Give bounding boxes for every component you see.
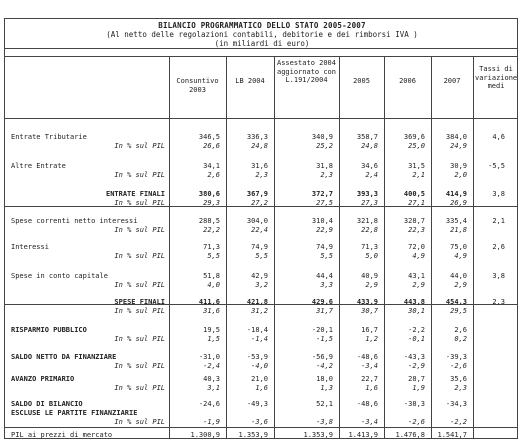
rate-cell: 3,8 <box>492 272 505 280</box>
pil-cell: 1.476,8 <box>395 431 425 439</box>
value-cell: 19,5 <box>203 326 220 334</box>
pct-cell: 5,5 <box>207 252 220 260</box>
column-header-3: 2005 <box>353 77 370 85</box>
value-cell: 35,6 <box>450 375 467 383</box>
pil-cell: 1.353,9 <box>238 431 268 439</box>
value-cell: 380,6 <box>198 190 220 198</box>
pct-cell: 1,3 <box>320 384 333 392</box>
value-cell: 31,5 <box>408 162 425 170</box>
title-line-3: (in miliardi di euro) <box>214 39 310 48</box>
pct-cell: -2,6 <box>408 418 425 426</box>
pct-cell: 1,6 <box>255 384 268 392</box>
pct-cell: 3,3 <box>320 281 333 289</box>
column-header-1: LB 2004 <box>235 77 265 85</box>
value-cell: 454,3 <box>445 298 467 306</box>
pct-pil-label: In % sul PIL <box>114 362 165 370</box>
value-cell: -39,3 <box>445 353 467 361</box>
pil-cell: 1.353,9 <box>303 431 333 439</box>
pct-cell: 1,2 <box>365 335 378 343</box>
pct-cell: -2,6 <box>450 362 467 370</box>
value-cell: 429,6 <box>311 298 333 306</box>
value-cell: 340,9 <box>311 133 333 141</box>
value-cell: 74,9 <box>251 243 268 251</box>
pct-cell: 27,5 <box>316 199 333 207</box>
value-cell: 31,6 <box>251 162 268 170</box>
pct-cell: 22,2 <box>203 226 220 234</box>
row-label: Entrate Tributarie <box>11 133 87 141</box>
value-cell: 321,8 <box>356 217 378 225</box>
pct-cell: 2,1 <box>412 171 425 179</box>
pct-cell: 29,3 <box>203 199 220 207</box>
row-label: ENTRATE FINALI <box>105 190 165 198</box>
pct-cell: 1,9 <box>412 384 425 392</box>
row-label: AVANZO PRIMARIO <box>11 375 75 383</box>
pct-cell: 24,9 <box>450 142 467 150</box>
pct-pil-label: In % sul PIL <box>114 307 165 315</box>
value-cell: 28,7 <box>408 375 425 383</box>
value-cell: 393,3 <box>356 190 378 198</box>
section-divider-3 <box>5 427 517 428</box>
value-cell: 51,8 <box>203 272 220 280</box>
value-cell: -24,6 <box>198 400 220 408</box>
value-cell: 433,9 <box>356 298 378 306</box>
value-cell: 40,9 <box>361 272 378 280</box>
value-cell: -49,3 <box>246 400 268 408</box>
pct-cell: 0,2 <box>454 335 467 343</box>
pil-cell: 1.413,9 <box>348 431 378 439</box>
row-label: SPESE FINALI <box>114 298 165 306</box>
pct-cell: -3,8 <box>316 418 333 426</box>
row-label: Altre Entrate <box>11 162 66 170</box>
pct-cell: 2,9 <box>365 281 378 289</box>
rate-cell: 3,8 <box>492 190 505 198</box>
value-cell: 358,7 <box>356 133 378 141</box>
pct-pil-label: In % sul PIL <box>114 226 165 234</box>
value-cell: 336,3 <box>246 133 268 141</box>
pct-cell: -2,9 <box>408 362 425 370</box>
pct-cell: -2,2 <box>450 418 467 426</box>
value-cell: 304,0 <box>246 217 268 225</box>
value-cell: 411,6 <box>198 298 220 306</box>
value-cell: 384,0 <box>445 133 467 141</box>
value-cell: 328,7 <box>403 217 425 225</box>
column-header-5: 2007 <box>443 77 461 85</box>
value-cell: 71,3 <box>203 243 220 251</box>
value-cell: 367,9 <box>246 190 268 198</box>
rate-cell: 4,6 <box>492 133 505 141</box>
pct-pil-label: In % sul PIL <box>114 384 165 392</box>
pct-cell: 27,2 <box>251 199 268 207</box>
column-header-2: Assestato 2004 aggiornato con L.191/2004 <box>276 59 336 84</box>
pct-pil-label: In % sul PIL <box>114 199 165 207</box>
value-cell: -43,3 <box>403 353 425 361</box>
pct-cell: 25,2 <box>316 142 333 150</box>
value-cell: 34,1 <box>203 162 220 170</box>
pct-pil-label: In % sul PIL <box>114 171 165 179</box>
title-line-2: (Al netto delle regolazioni contabili, debitorie e dei rimborsi IVA ) <box>106 30 418 39</box>
pct-pil-label: In % sul PIL <box>114 252 165 260</box>
pct-cell: 3,1 <box>207 384 220 392</box>
pct-cell: 4,9 <box>454 252 467 260</box>
value-cell: -34,3 <box>445 400 467 408</box>
pct-pil-label: In % sul PIL <box>114 281 165 289</box>
pct-cell: 4,9 <box>412 252 425 260</box>
value-cell: -38,3 <box>403 400 425 408</box>
pct-cell: 27,3 <box>361 199 378 207</box>
col-divider-1 <box>226 56 227 438</box>
value-cell: 40,3 <box>203 375 220 383</box>
value-cell: 44,0 <box>450 272 467 280</box>
column-header-0: Consuntivo 2003 <box>176 77 219 94</box>
pct-cell: 5,0 <box>365 252 378 260</box>
pil-cell: 1.300,9 <box>190 431 220 439</box>
value-cell: 421,8 <box>246 298 268 306</box>
rate-cell: -5,5 <box>488 162 505 170</box>
value-cell: 22,7 <box>361 375 378 383</box>
pct-cell: -2,4 <box>203 362 220 370</box>
value-cell: 369,6 <box>403 133 425 141</box>
pct-cell: 2,3 <box>255 171 268 179</box>
value-cell: 31,8 <box>316 162 333 170</box>
value-cell: -48,6 <box>356 353 378 361</box>
value-cell: 34,6 <box>361 162 378 170</box>
pct-cell: 30,1 <box>408 307 425 315</box>
col-divider-3 <box>339 56 340 438</box>
row-label: SALDO DI BILANCIO <box>11 400 83 408</box>
value-cell: 44,4 <box>316 272 333 280</box>
value-cell: 310,4 <box>311 217 333 225</box>
header-divider-bottom <box>5 118 517 119</box>
pct-cell: 2,0 <box>454 171 467 179</box>
value-cell: 400,5 <box>403 190 425 198</box>
pct-cell: 2,3 <box>320 171 333 179</box>
row-label: Spese correnti netto interessi <box>11 217 138 225</box>
value-cell: -53,9 <box>246 353 268 361</box>
pct-cell: 25,0 <box>408 142 425 150</box>
pct-cell: 2,6 <box>207 171 220 179</box>
pct-cell: -1,4 <box>251 335 268 343</box>
value-cell: 372,7 <box>311 190 333 198</box>
value-cell: -56,9 <box>311 353 333 361</box>
pct-cell: 5,5 <box>320 252 333 260</box>
row-label: Spese in conto capitale <box>11 272 108 280</box>
value-cell: 346,5 <box>198 133 220 141</box>
pct-cell: 31,6 <box>203 307 220 315</box>
rate-cell: 2,1 <box>492 217 505 225</box>
pct-cell: 24,8 <box>361 142 378 150</box>
col-divider-6 <box>473 56 474 438</box>
header-divider-top <box>5 56 517 57</box>
value-cell: 335,4 <box>445 217 467 225</box>
pct-cell: 2,9 <box>412 281 425 289</box>
pct-cell: 26,9 <box>450 199 467 207</box>
value-cell: 42,9 <box>251 272 268 280</box>
value-cell: -18,4 <box>246 326 268 334</box>
pil-label: PIL ai prezzi di mercato <box>11 431 113 439</box>
row-label: SALDO NETTO DA FINANZIARE <box>11 353 117 361</box>
pct-cell: -3,4 <box>361 418 378 426</box>
pct-cell: 2,4 <box>365 171 378 179</box>
value-cell: 72,0 <box>408 243 425 251</box>
value-cell: 52,1 <box>316 400 333 408</box>
pct-cell: 1,6 <box>365 384 378 392</box>
pct-cell: 22,8 <box>361 226 378 234</box>
value-cell: 288,5 <box>198 217 220 225</box>
col-divider-5 <box>431 56 432 438</box>
table-title <box>5 21 519 48</box>
value-cell: 21,0 <box>251 375 268 383</box>
pct-cell: 2,3 <box>454 384 467 392</box>
value-cell: 18,0 <box>316 375 333 383</box>
pct-cell: -1,5 <box>316 335 333 343</box>
row-label: Interessi <box>11 243 49 251</box>
value-cell: 2,6 <box>454 326 467 334</box>
pil-cell: 1.541,7 <box>437 431 467 439</box>
value-cell: -48,6 <box>356 400 378 408</box>
col-divider-4 <box>384 56 385 438</box>
col-divider-0 <box>169 56 170 438</box>
value-cell: 16,7 <box>361 326 378 334</box>
pct-cell: 24,8 <box>251 142 268 150</box>
pct-cell: -4,2 <box>316 362 333 370</box>
pct-cell: 30,7 <box>361 307 378 315</box>
value-cell: 74,9 <box>316 243 333 251</box>
pct-cell: 22,9 <box>316 226 333 234</box>
value-cell: 443,8 <box>403 298 425 306</box>
value-cell: -31,0 <box>198 353 220 361</box>
pct-cell: -3,4 <box>361 362 378 370</box>
value-cell: 414,9 <box>445 190 467 198</box>
pct-cell: 22,4 <box>251 226 268 234</box>
title-line-1: BILANCIO PROGRAMMATICO DELLO STATO 2005-2007 <box>158 21 366 30</box>
value-cell: 71,3 <box>361 243 378 251</box>
pct-cell: 4,0 <box>207 281 220 289</box>
pct-pil-label: In % sul PIL <box>114 335 165 343</box>
pct-cell: 26,6 <box>203 142 220 150</box>
pct-pil-label: In % sul PIL <box>114 418 165 426</box>
column-header-4: 2006 <box>399 77 416 85</box>
pct-cell: 3,2 <box>255 281 268 289</box>
pct-cell: -1,9 <box>203 418 220 426</box>
pct-cell: 22,3 <box>408 226 425 234</box>
pct-cell: 27,1 <box>408 199 425 207</box>
budget-table <box>4 18 518 439</box>
pct-pil-label: In % sul PIL <box>114 142 165 150</box>
pct-cell: 2,9 <box>454 281 467 289</box>
col-divider-2 <box>274 56 275 438</box>
value-cell: -20,1 <box>311 326 333 334</box>
pct-cell: 29,5 <box>450 307 467 315</box>
value-cell: 75,0 <box>450 243 467 251</box>
pct-cell: -3,6 <box>251 418 268 426</box>
pct-cell: -0,1 <box>408 335 425 343</box>
pct-cell: 1,5 <box>207 335 220 343</box>
pct-cell: 31,7 <box>316 307 333 315</box>
pct-cell: 31,2 <box>251 307 268 315</box>
title-divider <box>5 48 517 49</box>
pct-cell: 5,5 <box>255 252 268 260</box>
row-label: RISPARMIO PUBBLICO <box>11 326 87 334</box>
value-cell: 30,9 <box>450 162 467 170</box>
rate-cell: 2,6 <box>492 243 505 251</box>
value-cell: -2,2 <box>408 326 425 334</box>
pct-cell: -4,0 <box>251 362 268 370</box>
value-cell: 43,1 <box>408 272 425 280</box>
rate-cell: 2,3 <box>492 298 505 306</box>
column-header-6: Tassi di variazione medi <box>475 65 518 90</box>
pct-cell: 21,8 <box>450 226 467 234</box>
row-label-2: ESCLUSE LE PARTITE FINANZIARIE <box>11 409 138 417</box>
